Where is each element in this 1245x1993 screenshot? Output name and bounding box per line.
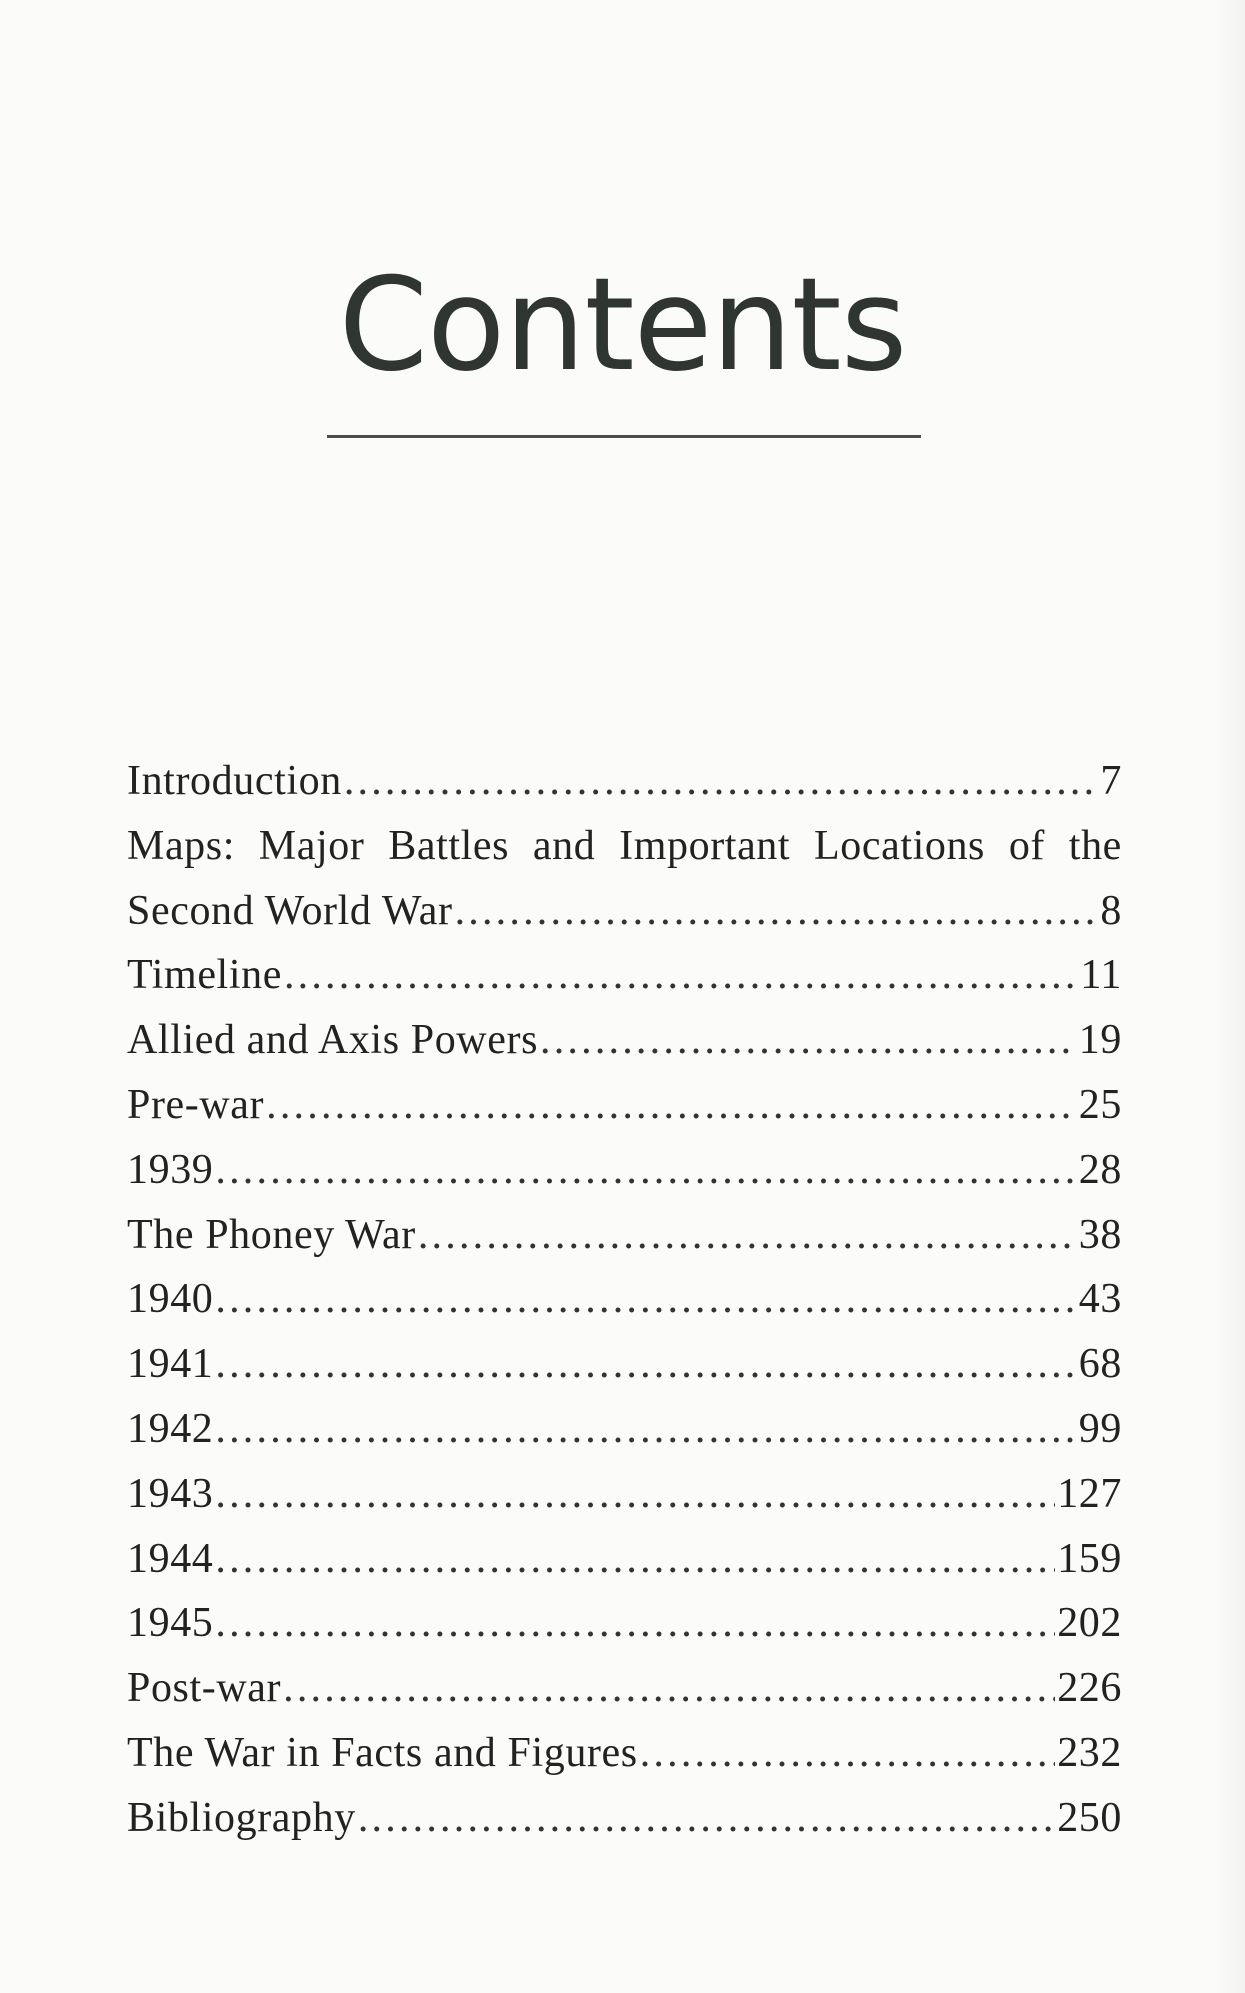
toc-entry-page: 99 xyxy=(1078,1405,1122,1452)
toc-entry-1941[interactable] xyxy=(127,1332,1122,1397)
toc-entry-label: 1944 xyxy=(127,1535,214,1582)
dot-leader xyxy=(540,1008,1077,1073)
toc-entry-page: 11 xyxy=(1080,952,1122,999)
toc-entry-label: 1945 xyxy=(127,1600,214,1647)
toc-entry-label-word: Battles xyxy=(388,822,510,869)
dot-leader xyxy=(344,749,1099,814)
toc-entry-page: 19 xyxy=(1078,1017,1122,1064)
toc-entry-introduction[interactable] xyxy=(127,749,1122,814)
toc-entry-label-word: Important xyxy=(619,822,791,869)
dot-leader xyxy=(358,1786,1055,1851)
toc-entry-page: 8 xyxy=(1100,887,1122,934)
dot-leader xyxy=(455,879,1099,944)
toc-entry-label-word: and xyxy=(532,822,596,869)
toc-entry-facts-figures[interactable] xyxy=(127,1721,1122,1786)
dot-leader xyxy=(215,1397,1076,1462)
toc-entry-bibliography[interactable] xyxy=(127,1786,1122,1851)
dot-leader xyxy=(215,1267,1076,1332)
toc-entry-post-war[interactable] xyxy=(127,1656,1122,1721)
toc-entry-label-word: Major xyxy=(258,822,365,869)
toc-entry-label: Post-war xyxy=(127,1665,282,1712)
dot-leader xyxy=(215,1462,1055,1527)
toc-entry-label: Allied and Axis Powers xyxy=(127,1017,539,1064)
dot-leader xyxy=(215,1527,1055,1592)
toc-entry-page: 232 xyxy=(1057,1729,1122,1776)
toc-entry-label: 1943 xyxy=(127,1470,214,1517)
toc-entry-label: 1941 xyxy=(127,1341,214,1388)
dot-leader xyxy=(284,943,1078,1008)
toc-entry-label: The War in Facts and Figures xyxy=(127,1729,638,1776)
dot-leader xyxy=(418,1203,1077,1268)
toc-entry-page: 68 xyxy=(1078,1341,1122,1388)
toc-entry-page: 226 xyxy=(1057,1665,1122,1712)
toc-entry-label: Timeline xyxy=(127,952,282,999)
dot-leader xyxy=(215,1138,1076,1203)
toc-entry-page: 7 xyxy=(1100,758,1122,804)
toc-entry-maps-line1[interactable] xyxy=(127,814,1122,879)
toc-entry-label-word: the xyxy=(1068,822,1122,869)
toc-entry-1943[interactable] xyxy=(127,1462,1122,1527)
toc-entry-1944[interactable] xyxy=(127,1527,1122,1592)
toc-entry-label: Introduction xyxy=(127,758,342,804)
toc-entry-page: 43 xyxy=(1078,1276,1122,1323)
toc-entry-label-word: Maps: xyxy=(127,822,235,869)
dot-leader xyxy=(215,1332,1076,1397)
dot-leader xyxy=(215,1591,1055,1656)
toc-entry-label: 1940 xyxy=(127,1276,214,1323)
toc-entry-label: Bibliography xyxy=(127,1794,356,1841)
toc-entry-label-word: of xyxy=(1008,822,1045,869)
toc-entry-1939[interactable] xyxy=(127,1138,1122,1203)
toc-entry-page: 202 xyxy=(1057,1600,1122,1647)
toc-entry-1940[interactable] xyxy=(127,1267,1122,1332)
toc-entry-allied-axis[interactable] xyxy=(127,1008,1122,1073)
toc-entry-page: 38 xyxy=(1078,1211,1122,1258)
toc-entry-page: 28 xyxy=(1078,1146,1122,1193)
toc-entry-page: 159 xyxy=(1057,1535,1122,1582)
toc-entry-label-word: Locations xyxy=(813,822,986,869)
toc-entry-label: Pre-war xyxy=(127,1081,265,1128)
toc-entry-timeline[interactable] xyxy=(127,943,1122,1008)
dot-leader xyxy=(283,1656,1055,1721)
toc-entry-label: The Phoney War xyxy=(127,1211,416,1258)
title-underline xyxy=(327,435,921,438)
dot-leader xyxy=(640,1721,1055,1786)
toc-entry-phoney-war[interactable] xyxy=(127,1203,1122,1268)
table-of-contents xyxy=(127,749,1122,1851)
toc-entry-label: Second World War xyxy=(127,887,453,934)
toc-entry-1945[interactable] xyxy=(127,1591,1122,1656)
toc-entry-label: 1939 xyxy=(127,1146,214,1193)
toc-entry-page: 250 xyxy=(1057,1794,1122,1841)
toc-entry-pre-war[interactable] xyxy=(127,1073,1122,1138)
toc-entry-page: 127 xyxy=(1057,1470,1122,1517)
page-title: Contents xyxy=(338,251,907,400)
toc-entry-maps-line2[interactable] xyxy=(127,879,1122,944)
toc-entry-page: 25 xyxy=(1078,1081,1122,1128)
toc-entry-label: 1942 xyxy=(127,1405,214,1452)
dot-leader xyxy=(266,1073,1077,1138)
toc-entry-1942[interactable] xyxy=(127,1397,1122,1462)
